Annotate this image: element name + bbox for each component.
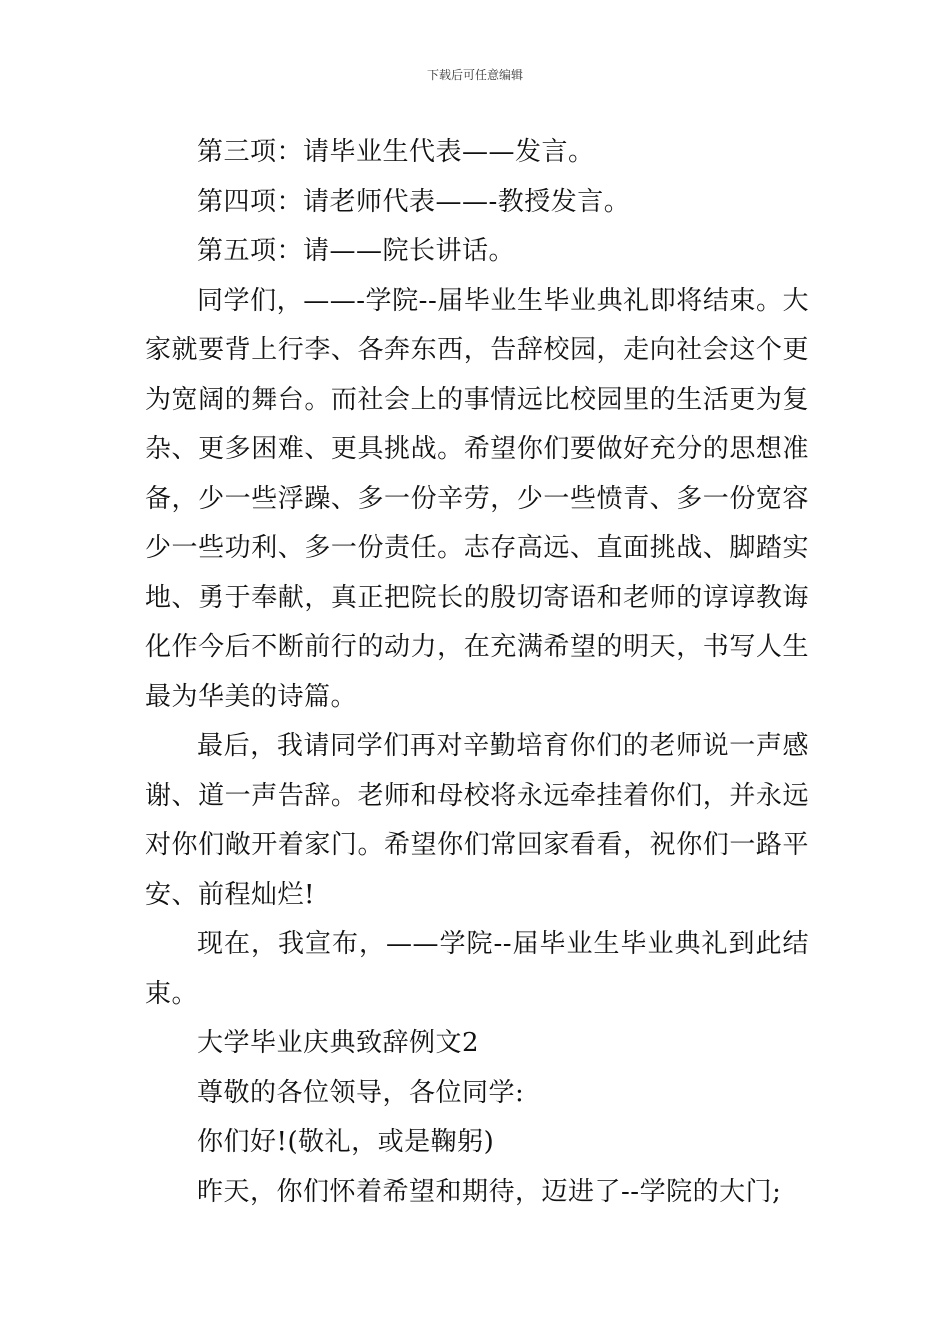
agenda-item-5: 第五项：请——院长讲话。 (197, 236, 516, 266)
page-header-note: 下载后可任意编辑 (426, 68, 523, 82)
speech-paragraph-announcement: 现在，我宣布，——学院--届毕业生毕业典礼到此结束。 (145, 929, 809, 1009)
greeting: 你们好!(敬礼，或是鞠躬) (197, 1127, 495, 1157)
document-body (145, 128, 809, 1217)
speech-paragraph-closing: 同学们，——-学院--届毕业生毕业典礼即将结束。大家就要背上行李、各奔东西，告辞校园，走向社会这个更为宽阔的舞台。而社会上的事情远比校园里的生活更为复杂、更多困难、更具挑战。希望你们要做好充分的思想准备，少一些浮躁、多一份辛劳，少一些愤青、多一份宽容少一些功利、多一份责任。志存高远、直面挑战、脚踏实地、勇于奉献，真正把院长的殷切寄语和老师的谆谆教诲化作今后不断前行的动力，在充满希望的明天，书写人生最为华美的诗篇。 (145, 285, 809, 712)
agenda-item-3: 第三项：请毕业生代表——发言。 (197, 137, 595, 167)
speech-opening-line: 昨天，你们怀着希望和期待，迈进了--学院的大门; (197, 1176, 782, 1207)
speech-paragraph-thanks: 最后，我请同学们再对辛勤培育你们的老师说一声感谢、道一声告辞。老师和母校将永远牵挂着你们，并永远对你们敞开着家门。希望你们常回家看看，祝你们一路平安、前程灿烂! (145, 731, 809, 910)
salutation: 尊敬的各位领导，各位同学: (197, 1077, 525, 1108)
section-title: 大学毕业庆典致辞例文2 (197, 1028, 480, 1058)
agenda-item-4: 第四项：请老师代表——-教授发言。 (197, 186, 631, 217)
